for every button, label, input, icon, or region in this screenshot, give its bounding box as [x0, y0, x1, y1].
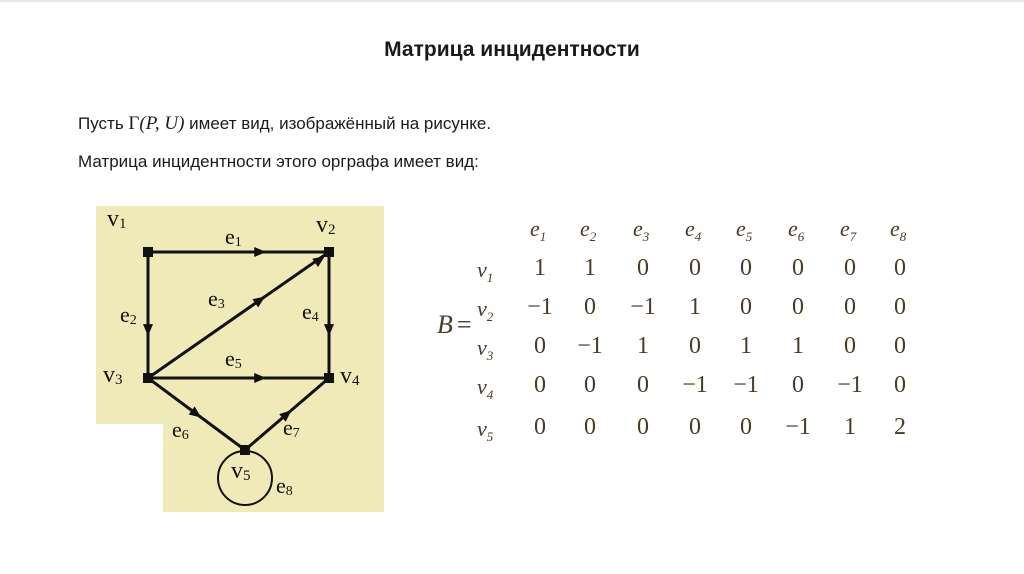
slide-title: Матрица инцидентности: [384, 38, 640, 61]
edge-label-e3: e3: [208, 286, 225, 312]
matrix-cell: 0: [689, 255, 701, 281]
matrix-cell: 1: [534, 255, 546, 281]
vertex-label-v1: v1: [107, 206, 127, 232]
matrix-cell: 0: [894, 372, 906, 398]
matrix-cell: 1: [740, 333, 752, 359]
vertex-label-v3: v3: [103, 362, 123, 388]
matrix-cell: −1: [577, 333, 603, 359]
matrix-name: B =: [437, 310, 472, 339]
matrix-cell: 1: [792, 333, 804, 359]
matrix-cell: 0: [792, 294, 804, 320]
matrix-cell: 0: [894, 294, 906, 320]
matrix-intro-line: Матрица инцидентности этого орграфа имеет вид:: [78, 152, 479, 171]
edge-label-e5: e5: [225, 346, 242, 372]
row-header-v5: $v_5$: [477, 416, 494, 444]
matrix-cell: 0: [584, 294, 596, 320]
matrix-cell: 0: [894, 255, 906, 281]
intro-suffix: имеет вид, изображённый на рисунке.: [189, 114, 492, 133]
col-header-e4: $e_4$: [685, 216, 702, 244]
matrix-cell: 0: [637, 414, 649, 440]
col-header-e8: $e_8$: [890, 216, 907, 244]
formula-args: (P, U): [139, 113, 185, 134]
matrix-cell: −1: [733, 372, 759, 398]
vertex-label-v5: v5: [231, 458, 251, 484]
col-header-e3: $e_3$: [633, 216, 650, 244]
matrix-cell: 0: [584, 414, 596, 440]
matrix-cell: 0: [637, 255, 649, 281]
matrix-cell: 1: [584, 255, 596, 281]
edge-label-e7: e7: [283, 415, 300, 441]
row-header-v4: $v_4$: [477, 374, 494, 402]
matrix-cell: 0: [792, 255, 804, 281]
matrix-cell: 0: [584, 372, 596, 398]
edge-label-e8: e8: [276, 473, 293, 499]
matrix-cell: 0: [740, 294, 752, 320]
matrix-cell: 0: [689, 333, 701, 359]
matrix-cell: −1: [630, 294, 656, 320]
matrix-cell: −1: [527, 294, 553, 320]
matrix-cell: −1: [837, 372, 863, 398]
matrix-cell: 0: [792, 372, 804, 398]
matrix-cell: 0: [637, 372, 649, 398]
matrix-cell: 1: [637, 333, 649, 359]
col-header-e7: $e_7$: [840, 216, 857, 244]
intro-prefix: Пусть: [78, 114, 124, 133]
col-header-e5: $e_5$: [736, 216, 753, 244]
matrix-cell: 0: [534, 414, 546, 440]
row-header-v1: $v_1$: [477, 257, 494, 285]
row-header-v3: $v_3$: [477, 335, 494, 363]
edge-label-e6: e6: [172, 417, 189, 443]
gamma-symbol: Γ: [128, 113, 140, 134]
matrix-cell: 0: [534, 372, 546, 398]
matrix-cell: 0: [689, 414, 701, 440]
vertex-label-v2: v2: [316, 212, 336, 238]
matrix-cell: 0: [534, 333, 546, 359]
matrix-cell: 1: [689, 294, 701, 320]
edge-label-e2: e2: [120, 302, 137, 328]
matrix-cell: 0: [740, 255, 752, 281]
col-header-e2: $e_2$: [580, 216, 597, 244]
matrix-cell: 0: [740, 414, 752, 440]
matrix-cell: 0: [844, 294, 856, 320]
edge-label-e1: e1: [225, 224, 242, 250]
matrix-cell: 1: [844, 414, 856, 440]
matrix-cell: 0: [894, 333, 906, 359]
matrix-cell: 2: [894, 414, 906, 440]
vertex-label-v4: v4: [340, 363, 360, 389]
matrix-cell: 0: [844, 255, 856, 281]
col-header-e1: $e_1$: [530, 216, 547, 244]
matrix-cell: −1: [682, 372, 708, 398]
col-header-e6: $e_6$: [788, 216, 805, 244]
edge-label-e4: e4: [302, 299, 319, 325]
matrix-cell: −1: [785, 414, 811, 440]
row-header-v2: $v_2$: [477, 296, 494, 324]
matrix-cell: 0: [844, 333, 856, 359]
